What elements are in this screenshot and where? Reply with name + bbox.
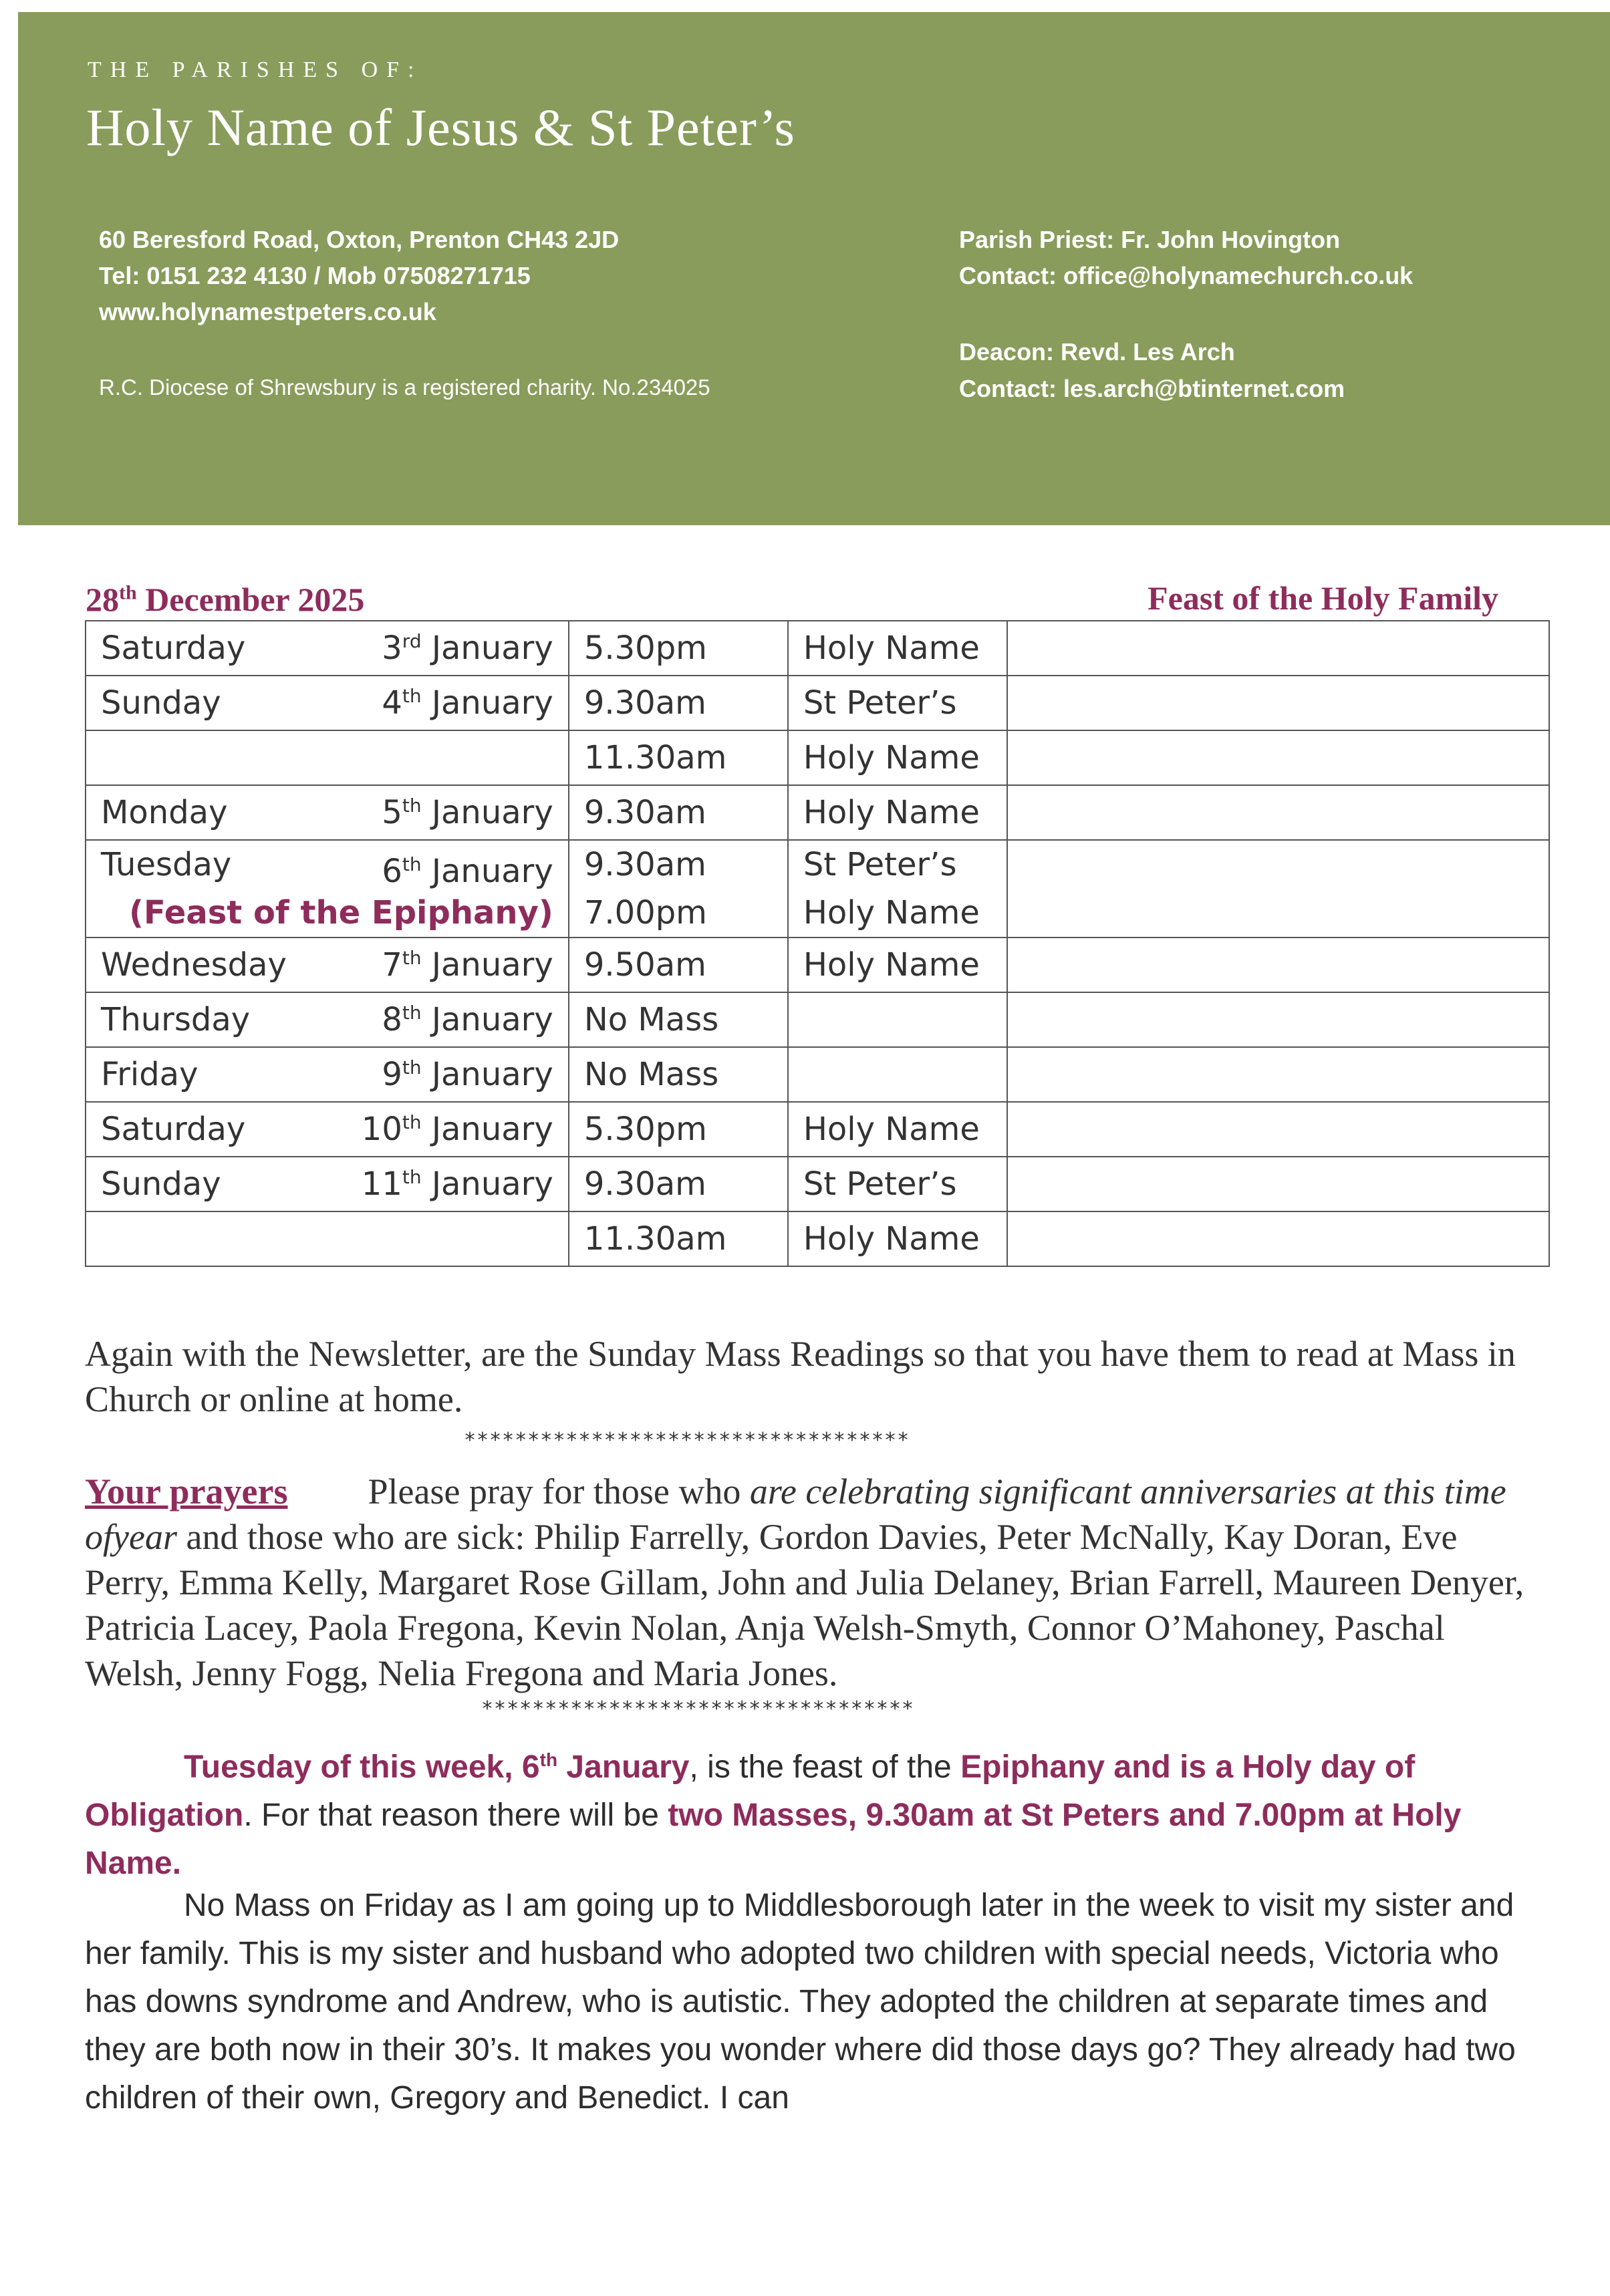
table-row: 11.30am Holy Name (86, 1211, 1549, 1266)
telephone: Tel: 0151 232 4130 / Mob 07508271715 (99, 262, 531, 289)
table-row: Sunday 4th January 9.30am St Peter’s (86, 676, 1549, 730)
table-row: Friday 9th January No Mass (86, 1047, 1549, 1102)
table-row: Sunday 11th January 9.30am St Peter’s (86, 1157, 1549, 1211)
mass-schedule-table (85, 620, 1550, 1267)
epiphany-note: (Feast of the Epiphany) (129, 894, 553, 931)
divider-stars: ********************************** (481, 1697, 915, 1721)
parishes-kicker: THE PARISHES OF: (88, 57, 423, 82)
parish-priest: Parish Priest: Fr. John Hovington (959, 226, 1341, 253)
table-row: Tuesday 6th January (Feast of the Epiphany) 9.30am 7.00pm St Peter’s Holy Name (86, 840, 1549, 938)
bulletin-date: 28th December 2025 (86, 581, 365, 618)
parish-title: Holy Name of Jesus & St Peter’s (86, 98, 795, 156)
prayers-paragraph: Your prayers Please pray for those who are celebrating significant anniversaries at this time ofyear and those who are sick: Philip Farrelly, Gordon Davies, Peter McNally, Kay Doran, Eve Perry, Emma Kelly, Margaret Rose Gillam, John and Julia Delaney, Brian Farrell, Maureen Denyer, Patricia Lacey, Paola Fregona, Kevin Nolan, Anja Welsh-Smyth, Connor O’Mahoney, Paschal Welsh, Jenny Fogg, Nelia Fregona and Maria Jones. (85, 1471, 1524, 1693)
charity-note: R.C. Diocese of Shrewsbury is a registered charity. No.234025 (99, 375, 710, 400)
parish-header (18, 12, 1610, 525)
readings-paragraph: Again with the Newsletter, are the Sunday Mass Readings so that you have them to read at Mass in Church or online at home. (85, 1334, 1516, 1419)
priest-contact-email[interactable]: Contact: office@holynamechurch.co.uk (959, 262, 1414, 289)
divider-stars: *********************************** (464, 1429, 910, 1452)
friday-paragraph: No Mass on Friday as I am going up to Middlesborough later in the week to visit my sister and her family. This is my sister and husband who adopted two children with special needs, Victoria who has downs syndrome and Andrew, who is autistic. They adopted the children at separate times and they are both now in their 30’s. It makes you wonder where did those days go? They already had two children of their own, Gregory and Benedict. I can (85, 1888, 1516, 2116)
table-row: Wednesday 7th January 9.50am Holy Name (86, 938, 1549, 992)
table-row: Thursday 8th January No Mass (86, 992, 1549, 1047)
feast-title: Feast of the Holy Family (1148, 579, 1498, 617)
address: 60 Beresford Road, Oxton, Prenton CH43 2JD (99, 226, 620, 253)
table-row: Saturday 3rd January 5.30pm Holy Name (86, 621, 1549, 676)
table-row: Saturday 10th January 5.30pm Holy Name (86, 1102, 1549, 1157)
epiphany-paragraph: Tuesday of this week, 6th January, is the feast of the Epiphany and is a Holy day of Obligation. For that reason there will be two Masses, 9.30am at St Peters and 7.00pm at Holy Name. (85, 1749, 1462, 1881)
deacon-contact-email[interactable]: Contact: les.arch@btinternet.com (959, 375, 1345, 402)
table-row: 11.30am Holy Name (86, 730, 1549, 785)
deacon: Deacon: Revd. Les Arch (959, 338, 1235, 366)
prayers-heading: Your prayers (85, 1471, 288, 1512)
website-link[interactable]: www.holynamestpeters.co.uk (99, 298, 436, 325)
table-row: Monday 5th January 9.30am Holy Name (86, 785, 1549, 840)
